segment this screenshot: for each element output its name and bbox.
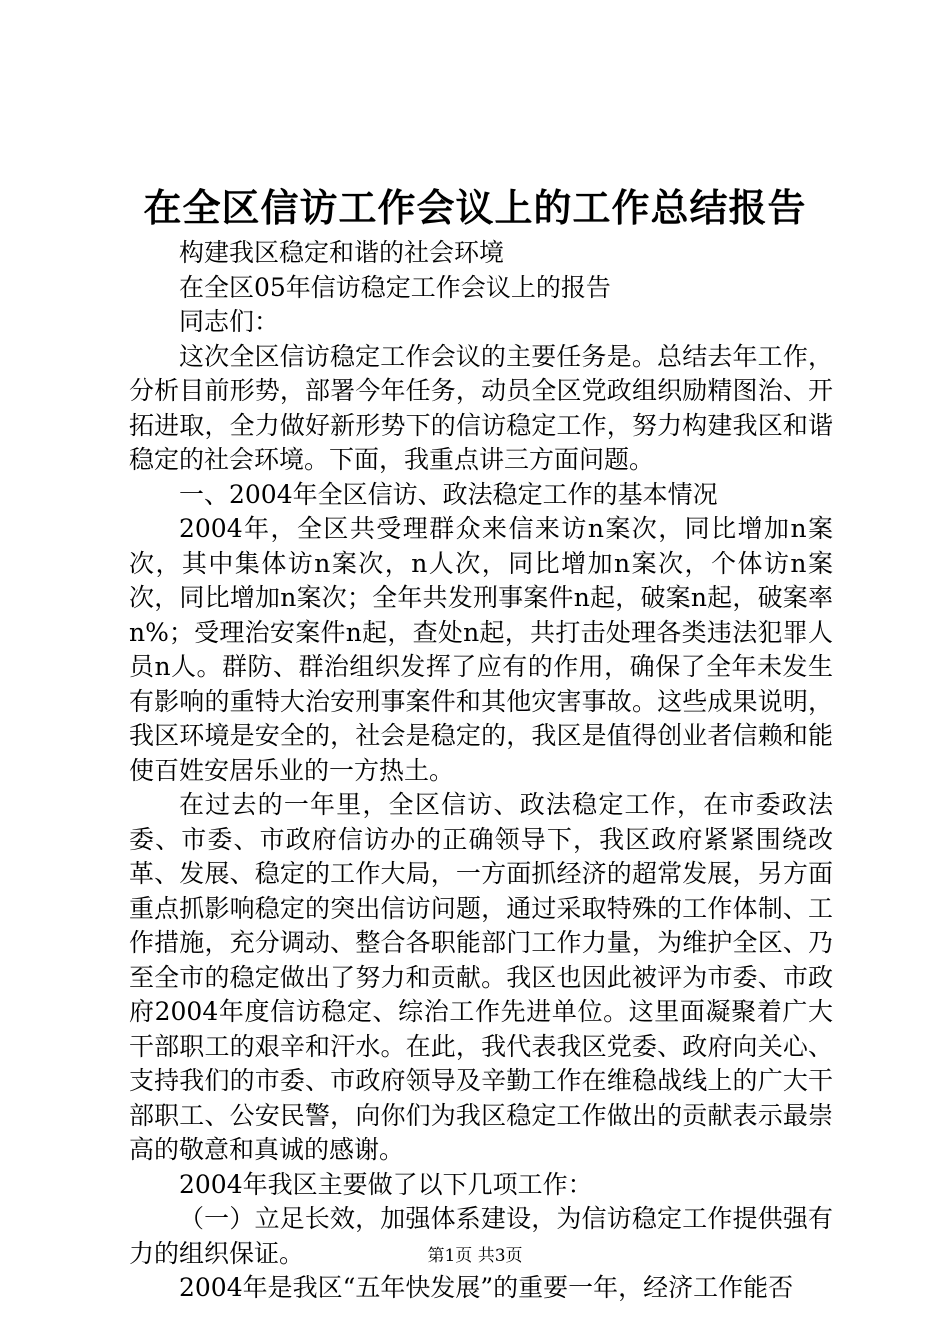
body-paragraph: 2004年，全区共受理群众来信来访n案次，同比增加n案次，其中集体访n案次，n人次，同比增加n案次，个体访n案次，同比增加n案次；全年共发刑事案件n起，破案n起，破案率n%；受理治安案件n起，查处n起，共打击处理各类违法犯罪人员n人。群防、群治组织发挥了应有的作用，确保了全年未发生有影响的重特大治安刑事案件和其他灾害事故。这些成果说明，我区环境是安全的，社会是稳定的，我区是值得创业者信赖和能使百姓安居乐业的一方热土。 bbox=[129, 514, 833, 785]
subtitle-line: 构建我区稳定和谐的社会环境 bbox=[179, 238, 505, 267]
page-number: 第1页 共3页 bbox=[427, 1246, 523, 1266]
subsection-heading: （一）立足长效，加强体系建设，为信访稳定工作提供强有力的组织保证。 bbox=[129, 1204, 833, 1268]
body-paragraph: 这次全区信访稳定工作会议的主要任务是。总结去年工作，分析目前形势，部署今年任务，动员全区党政组织励精图治、开拓进取，全力做好新形势下的信访稳定工作，努力构建我区和谐稳定的社会环境。下面，我重点讲三方面问题。 bbox=[129, 341, 833, 474]
salutation: 同志们： bbox=[179, 307, 280, 336]
body-paragraph: 2004年我区主要做了以下几项工作： bbox=[179, 1169, 593, 1199]
section-heading: 一、2004年全区信访、政法稳定工作的基本情况 bbox=[179, 479, 718, 509]
document-body bbox=[129, 236, 833, 1306]
body-paragraph: 在过去的一年里，全区信访、政法稳定工作，在市委政法委、市委、市政府信访办的正确领导下，我区政府紧紧围绕改革、发展、稳定的工作大局，一方面抓经济的超常发展，另方面重点抓影响稳定的突出信访问题，通过采取特殊的工作体制、工作措施，充分调动、整合各职能部门工作力量，为维护全区、乃至全市的稳定做出了努力和贡献。我区也因此被评为市委、市政府2004年度信访稳定、综治工作先进单位。这里面凝聚着广大干部职工的艰辛和汗水。在此，我代表我区党委、政府向关心、支持我们的市委、市政府领导及辛勤工作在维稳战线上的广大干部职工、公安民警，向你们为我区稳定工作做出的贡献表示最崇高的敬意和真诚的感谢。 bbox=[129, 790, 833, 1164]
document-title: 在全区信访工作会议上的工作总结报告 bbox=[143, 185, 807, 230]
report-heading-line: 在全区05年信访稳定工作会议上的报告 bbox=[179, 272, 611, 302]
body-paragraph: 2004年是我区“五年快发展”的重要一年，经济工作能否 bbox=[179, 1273, 794, 1302]
